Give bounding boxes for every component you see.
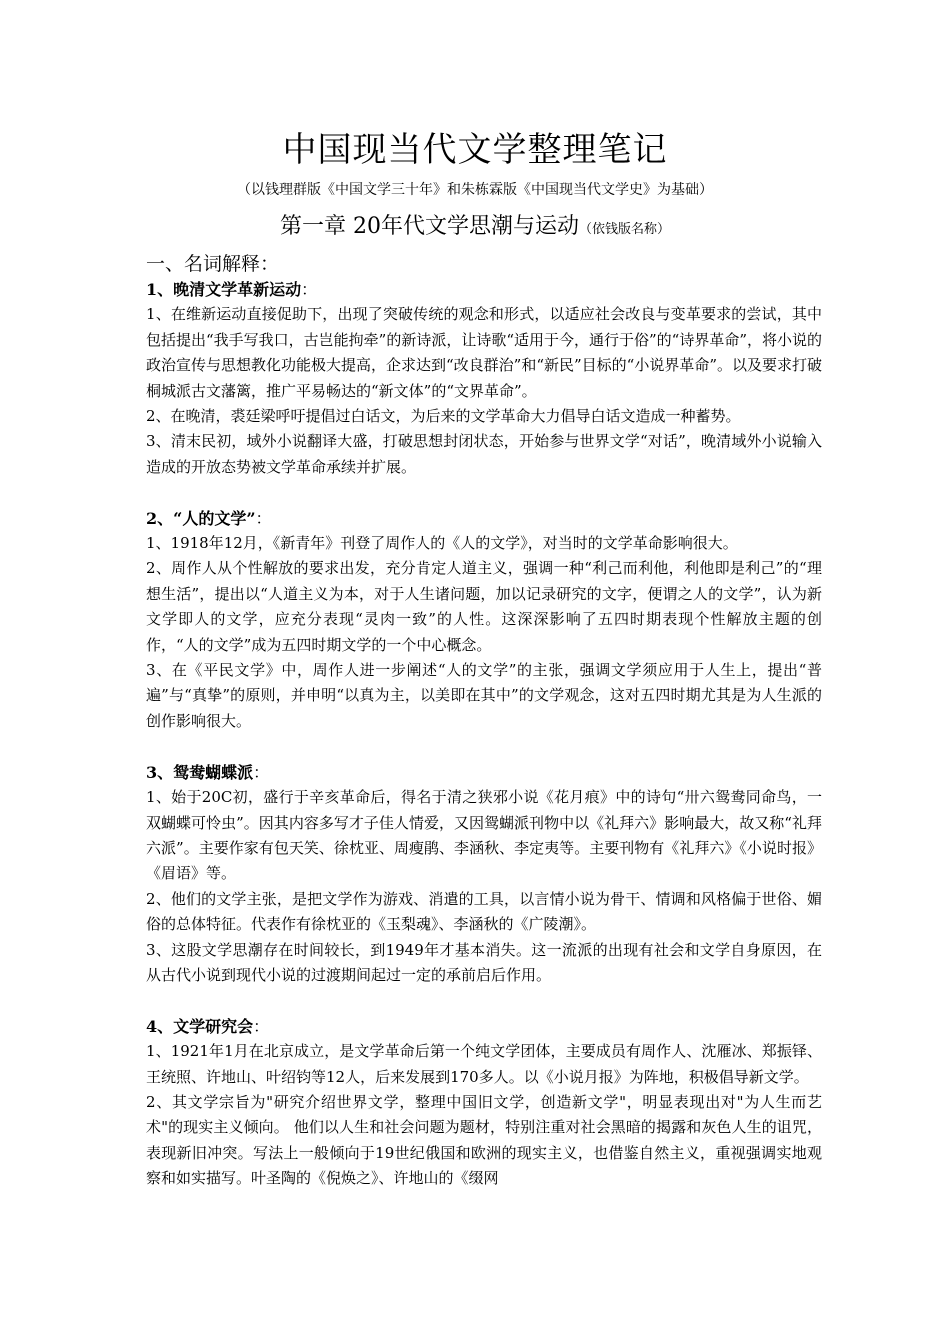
section-paragraph: 1、1921年1月在北京成立，是文学革命后第一个纯文学团体，主要成员有周作人、沈雁冰、郑振铎、王统照、许地山、叶绍钧等12人，后来发展到170多人。以《小说月报》为阵地，积极倡导新文学。 bbox=[146, 1042, 822, 1086]
section-paragraph: 1、1918年12月，《新青年》刊登了周作人的《人的文学》，对当时的文学革命影响很大。 bbox=[146, 534, 738, 553]
section-heading bbox=[146, 760, 822, 785]
section-paragraph: 3、在《平民文学》中，周作人进一步阐述“人的文学”的主张，强调文学须应用于人生上，提出“普遍”与“真挚”的原则，并申明“以真为主，以美即在其中”的文学观念，这对五四时期尤其是为人生派的创作影响很大。 bbox=[146, 661, 822, 730]
section-paragraph: 2、其文学宗旨为"研究介绍世界文学，整理中国旧文学，创造新文学"，明显表现出对"为人生而艺术"的现实主义倾向。 他们以人生和社会问题为题材，特别注重对社会黑暗的揭露和灰色人生的诅咒，表现新旧冲突。写法上一般倾向于19世纪俄国和欧洲的现实主义，也借鉴自然主义，重视强调实地观察和如实描写。叶圣陶的《倪焕之》、许地山的《缀网 bbox=[146, 1092, 822, 1188]
section-paragraph: 2、周作人从个性解放的要求出发，充分肯定人道主义，强调一种“利己而利他，利他即是利己”的“理想生活”，提出以“人道主义为本，对于人生诸问题，加以记录研究的文字，便谓之人的文学”，认为新文学即人的文学，应充分表现“灵肉一致”的人性。这深深影响了五四时期表现个性解放主题的创作，“人的文学”成为五四时期文学的一个中心概念。 bbox=[146, 559, 822, 654]
section-heading-colon: ： bbox=[301, 280, 318, 299]
section-heading-text: 4、文学研究会 bbox=[146, 1016, 254, 1036]
section-heading bbox=[146, 506, 822, 531]
section-heading-colon: ： bbox=[255, 508, 272, 528]
section-heading bbox=[146, 277, 822, 302]
section-paragraph: 1、在维新运动直接促助下，出现了突破传统的观念和形式，以适应社会改良与变革要求的尝试，其中包括提出“我手写我口，古岂能拘牵”的新诗派，让诗歌“适用于今，通行于俗”的“诗界革命”，将小说的政治宣传与思想教化功能极大提高，企求达到“改良群治”和“新民”目标的“小说界革命”。以及要求打破桐城派古文藩篱，推广平易畅达的“新文体”的“文界革命”。 bbox=[146, 305, 823, 400]
section-heading-colon: ： bbox=[253, 762, 270, 782]
section-heading-text: 1、晚清文学革新运动 bbox=[146, 280, 302, 299]
section-heading-text: 2、“人的文学” bbox=[146, 508, 256, 528]
section-heading bbox=[146, 1014, 822, 1039]
part-heading: 一、名词解释： bbox=[146, 253, 280, 275]
section-paragraph: 2、在晚清，裘廷梁呼吁提倡过白话文，为后来的文学革命大力倡导白话文造成一种蓄势。 bbox=[146, 407, 741, 426]
section-paragraph: 1、始于20C初，盛行于辛亥革命后，得名于清之狭邪小说《花月痕》中的诗句“卅六鸳鸯同命鸟，一双蝴蝶可怜虫”。因其内容多写才子佳人情爱，又因鸳蝴派刊物中以《礼拜六》影响最大，故又称“礼拜六派”。主要作家有包天笑、徐枕亚、周瘦鹃、李涵秋、李定夷等。主要刊物有《礼拜六》《小说时报》《眉语》等。 bbox=[146, 788, 822, 883]
document-subtitle: （以钱理群版《中国文学三十年》和朱栋霖版《中国现当代文学史》为基础） bbox=[237, 182, 713, 198]
document-body bbox=[146, 252, 822, 1192]
section-paragraph: 2、他们的文学主张，是把文学作为游戏、消遣的工具，以言情小说为骨干、情调和风格偏于世俗、媚俗的总体特征。代表作有徐枕亚的《玉梨魂》、李涵秋的《广陵潮》。 bbox=[146, 889, 822, 934]
section-heading-text: 3、鸳鸯蝴蝶派 bbox=[146, 762, 254, 782]
section-spacer bbox=[146, 734, 822, 759]
document-title: 中国现当代文学整理笔记 bbox=[282, 130, 668, 170]
section-heading-colon: ： bbox=[253, 1016, 270, 1036]
chapter-title bbox=[0, 210, 950, 247]
section-spacer bbox=[146, 480, 822, 505]
chapter-title-text: 第一章 20年代文学思潮与运动 bbox=[279, 214, 579, 239]
section-spacer bbox=[146, 988, 822, 1013]
section-paragraph: 3、这股文学思潮存在时间较长，到1949年才基本消失。这一流派的出现有社会和文学自身原因，在从古代小说到现代小说的过渡期间起过一定的承前启后作用。 bbox=[146, 940, 822, 984]
chapter-note: （依钱版名称） bbox=[578, 222, 670, 237]
section-paragraph: 3、清末民初，域外小说翻译大盛，打破思想封闭状态，开始参与世界文学“对话”，晚清域外小说输入造成的开放态势被文学革命承续并扩展。 bbox=[146, 432, 822, 476]
